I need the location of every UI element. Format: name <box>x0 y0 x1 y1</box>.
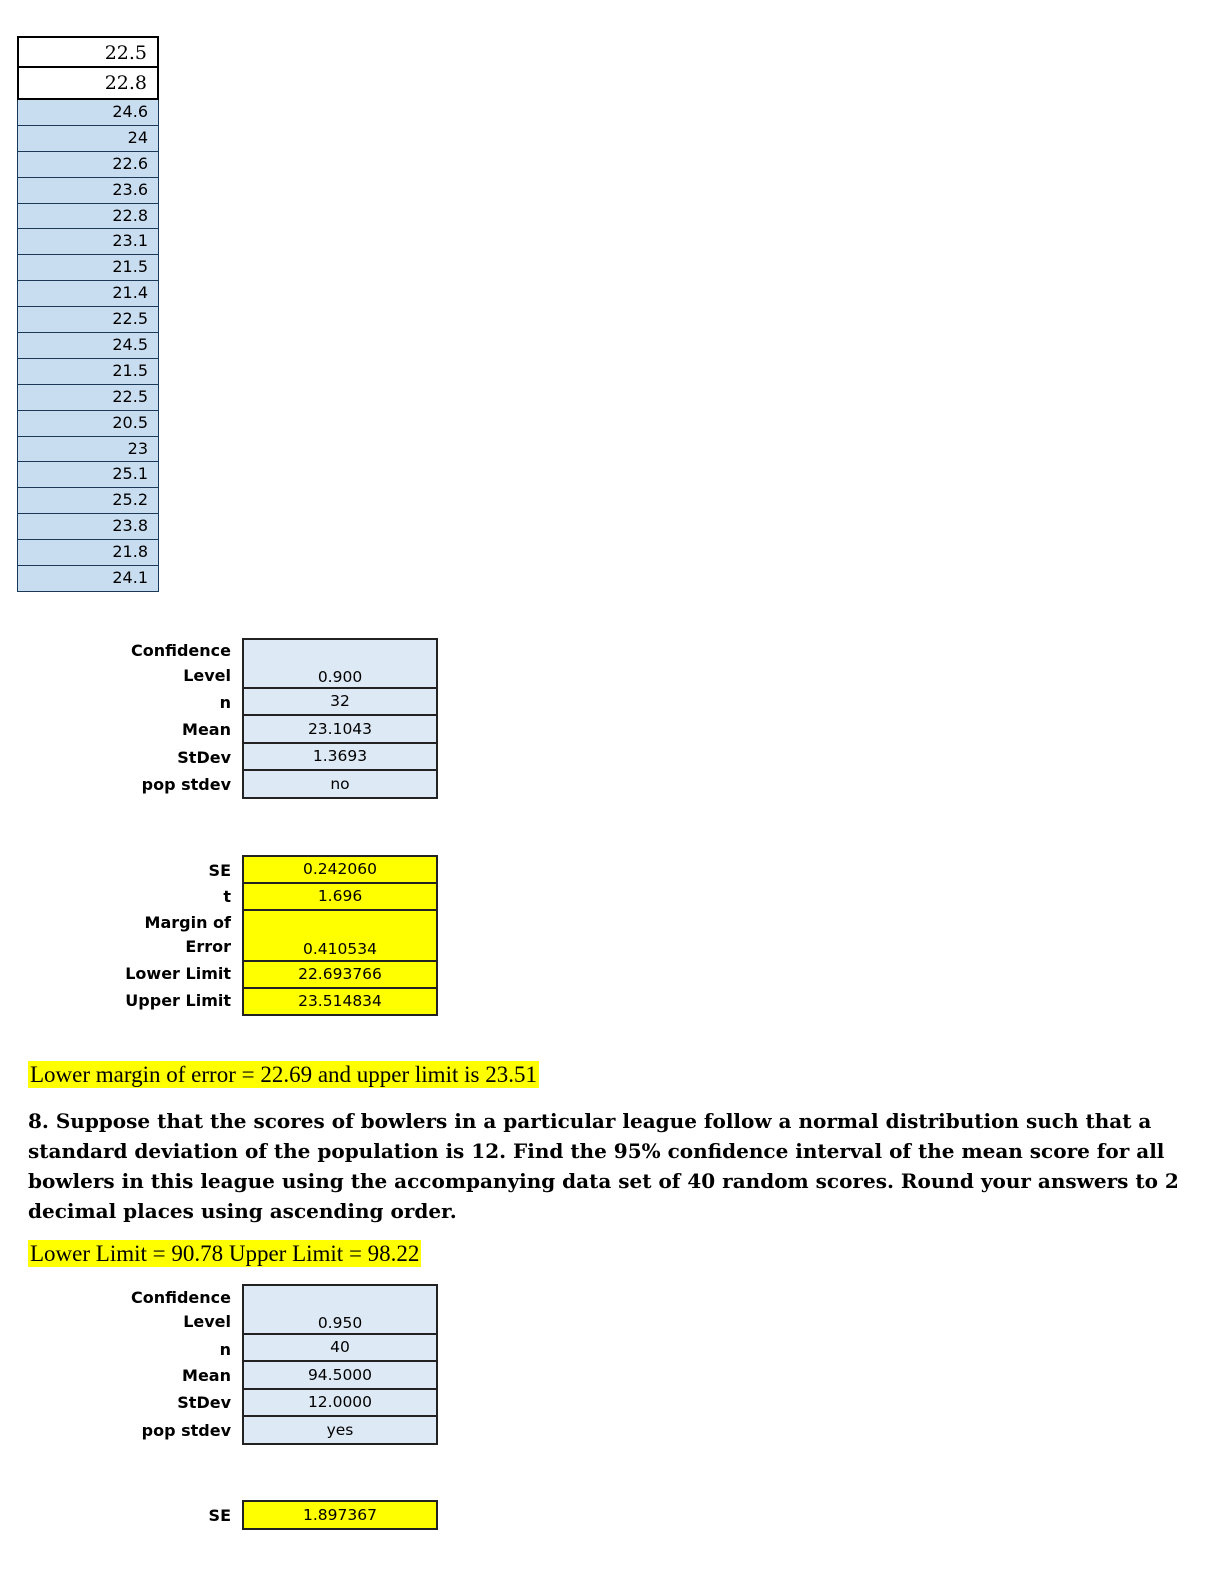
label-level: Level <box>183 1312 231 1331</box>
data-cell[interactable]: 20.5 <box>17 411 159 437</box>
data-cell[interactable]: 22.8 <box>17 68 159 100</box>
answer-highlight-2: Lower Limit = 90.78 Upper Limit = 98.22 <box>30 1241 420 1266</box>
data-cell[interactable]: 22.6 <box>17 152 159 178</box>
label-pop-stdev: pop stdev <box>141 775 231 794</box>
label-level: Level <box>183 666 231 685</box>
se-value[interactable]: 1.897367 <box>242 1500 438 1530</box>
confidence-level-value[interactable]: 0.900 <box>242 638 438 689</box>
label-t: t <box>223 887 231 906</box>
data-cell[interactable]: 24.1 <box>17 566 159 592</box>
pop-stdev-value[interactable]: yes <box>242 1415 438 1445</box>
data-cell[interactable]: 24 <box>17 126 159 152</box>
data-cell[interactable]: 22.5 <box>17 36 159 68</box>
data-cell[interactable]: 23.6 <box>17 178 159 204</box>
data-cell[interactable]: 24.6 <box>17 100 159 126</box>
stdev-value[interactable]: 12.0000 <box>242 1388 438 1417</box>
mean-value[interactable]: 23.1043 <box>242 714 438 744</box>
confidence-level-value[interactable]: 0.950 <box>242 1284 438 1335</box>
n-value[interactable]: 32 <box>242 687 438 716</box>
stdev-value[interactable]: 1.3693 <box>242 742 438 771</box>
label-error: Error <box>185 937 231 956</box>
label-confidence: Confidence <box>130 641 231 660</box>
t-value[interactable]: 1.696 <box>242 882 438 911</box>
data-cell[interactable]: 23.8 <box>17 514 159 540</box>
label-margin-of: Margin of <box>144 913 231 932</box>
label-se: SE <box>208 861 231 880</box>
data-cell[interactable]: 25.1 <box>17 462 159 488</box>
lower-limit-value[interactable]: 22.693766 <box>242 960 438 989</box>
data-cell[interactable]: 23 <box>17 437 159 463</box>
label-confidence: Confidence <box>130 1288 231 1307</box>
data-cell[interactable]: 25.2 <box>17 488 159 514</box>
upper-limit-value[interactable]: 23.514834 <box>242 987 438 1016</box>
label-pop-stdev: pop stdev <box>141 1421 231 1440</box>
data-cell[interactable]: 22.5 <box>17 307 159 333</box>
label-upper-limit: Upper Limit <box>125 991 231 1010</box>
label-n: n <box>219 693 231 712</box>
data-cell[interactable]: 22.8 <box>17 204 159 230</box>
data-cell[interactable]: 21.5 <box>17 359 159 385</box>
data-cell[interactable]: 21.8 <box>17 540 159 566</box>
data-cell[interactable]: 21.5 <box>17 255 159 281</box>
label-mean: Mean <box>182 1366 231 1385</box>
label-se: SE <box>208 1506 231 1525</box>
answer-highlight-1: Lower margin of error = 22.69 and upper limit is 23.51 <box>30 1062 537 1087</box>
margin-of-error-value[interactable]: 0.410534 <box>242 909 438 962</box>
label-mean: Mean <box>182 720 231 739</box>
data-cell[interactable]: 21.4 <box>17 281 159 307</box>
data-cell[interactable]: 24.5 <box>17 333 159 359</box>
mean-value[interactable]: 94.5000 <box>242 1360 438 1390</box>
se-value[interactable]: 0.242060 <box>242 855 438 884</box>
label-stdev: StDev <box>177 748 231 767</box>
label-lower-limit: Lower Limit <box>125 964 231 983</box>
n-value[interactable]: 40 <box>242 1333 438 1362</box>
pop-stdev-value[interactable]: no <box>242 769 438 799</box>
data-cell[interactable]: 23.1 <box>17 229 159 255</box>
question-8-text: 8. Suppose that the scores of bowlers in a particular league follow a normal distribution such that a standard deviation of the population is 12. Find the 95% confidence interval of the mean score for all bowlers in this league using the accompanying data set of 40 random scores. Round your answers to 2 decimal places using ascending order. <box>28 1109 1179 1223</box>
data-column <box>17 36 159 592</box>
data-cell[interactable]: 22.5 <box>17 385 159 411</box>
label-n: n <box>219 1340 231 1359</box>
label-stdev: StDev <box>177 1393 231 1412</box>
